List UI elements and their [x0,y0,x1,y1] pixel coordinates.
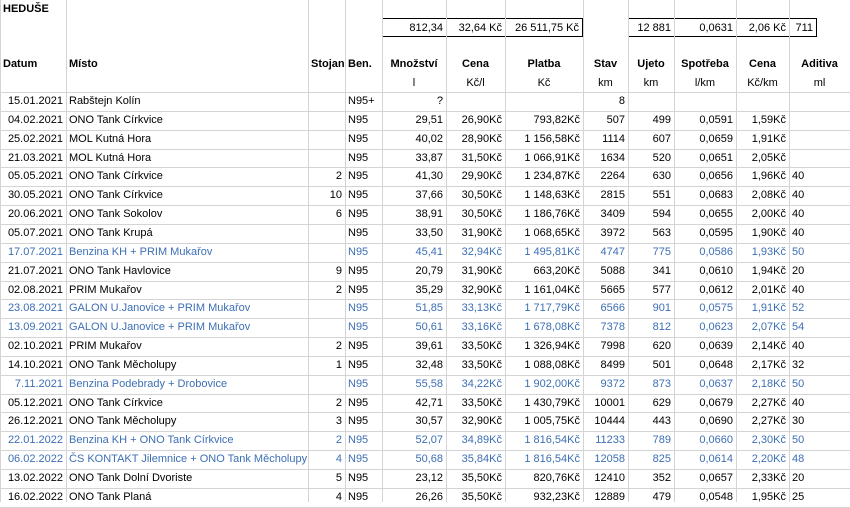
cell-datum[interactable]: 25.02.2021 [7,133,63,145]
cell-stojan[interactable] [308,224,345,243]
cell-ben[interactable]: N95+ [348,95,375,107]
cell-aditiva[interactable]: 48 [792,453,805,465]
column-unit-misto[interactable] [66,74,308,93]
cell-ben[interactable]: N95 [348,208,369,220]
cell-spotreba[interactable]: 0,0648 [699,359,733,371]
cell-aditiva[interactable] [789,130,850,149]
column-unit-datum[interactable] [0,74,66,93]
cell-mnozstvi[interactable]: 42,71 [415,397,443,409]
cell-cenakm[interactable]: 1,96Kč [751,170,786,182]
cell-datum[interactable]: 05.05.2021 [7,170,63,182]
cell-ben[interactable]: N95 [348,152,369,164]
cell-stav[interactable]: 8 [618,95,625,107]
cell-stojan[interactable]: 1 [335,359,342,371]
cell-aditiva[interactable]: 32 [792,359,805,371]
cell-aditiva[interactable]: 40 [792,397,805,409]
cell-aditiva[interactable]: 40 [792,340,805,352]
cell-misto[interactable]: Benzina Podebrady + Drobovice [69,378,228,390]
cell-stojan[interactable] [308,130,345,149]
cell-cenakm[interactable]: 2,30Kč [751,434,786,446]
cell-ujeto[interactable]: 620 [652,340,671,352]
cell-datum[interactable]: 20.06.2021 [7,208,63,220]
cell-datum[interactable]: 02.08.2021 [7,284,63,296]
cell-misto[interactable]: ONO Tank Sokolov [69,208,163,220]
cell-stav[interactable]: 10001 [594,397,625,409]
cell-datum[interactable]: 30.05.2021 [7,189,63,201]
cell-aditiva[interactable]: 40 [792,284,805,296]
summary-spotreba[interactable]: 0,0631 [674,18,737,37]
column-unit-aditiva[interactable]: ml [813,77,826,89]
cell-aditiva[interactable]: 40 [792,208,805,220]
cell-mnozstvi[interactable]: 50,61 [415,321,443,333]
cell-spotreba[interactable]: 0,0548 [699,491,733,503]
cell-platba[interactable]: 793,82Kč [533,114,580,126]
cell-datum[interactable]: 13.09.2021 [7,321,63,333]
cell-misto[interactable]: ONO Tank Měcholupy [69,415,177,427]
cell-cena[interactable]: 31,90Kč [461,227,502,239]
cell-misto[interactable]: MOL Kutná Hora [69,133,152,145]
cell-spotreba[interactable]: 0,0683 [699,189,733,201]
cell-platba[interactable]: 663,20Kč [533,265,580,277]
cell-ben[interactable]: N95 [348,189,369,201]
sheet-title[interactable]: HEDUŠE [3,3,49,15]
cell-misto[interactable]: ČS KONTAKT Jilemnice + ONO Tank Měcholupy [69,453,308,465]
cell-stojan[interactable]: 2 [335,284,342,296]
cell-cenakm[interactable]: 2,08Kč [751,189,786,201]
cell-ben[interactable]: N95 [348,265,369,277]
cell-aditiva[interactable]: 50 [792,378,805,390]
cell-platba[interactable]: 1 816,54Kč [524,453,580,465]
cell-datum[interactable]: 16.02.2022 [7,491,63,503]
cell-cena[interactable]: 29,90Kč [461,170,502,182]
cell-cenakm[interactable]: 2,14Kč [751,340,786,352]
cell-mnozstvi[interactable]: 40,02 [415,133,443,145]
cell-ben[interactable]: N95 [348,340,369,352]
cell-stav[interactable]: 7998 [600,340,625,352]
cell-mnozstvi[interactable]: 45,41 [415,246,443,258]
cell-stav[interactable]: 12410 [594,472,625,484]
cell-mnozstvi[interactable]: 20,79 [415,265,443,277]
cell-stojan[interactable]: 2 [335,170,342,182]
cell-platba[interactable]: 1 430,79Kč [524,397,580,409]
cell-mnozstvi[interactable]: 39,61 [415,340,443,352]
cell-cena[interactable]: 32,90Kč [461,284,502,296]
cell-datum[interactable]: 7.11.2021 [14,378,63,390]
cell-datum[interactable]: 05.12.2021 [7,397,63,409]
cell-ujeto[interactable]: 501 [652,359,671,371]
cell-ujeto[interactable]: 479 [652,491,671,503]
cell-spotreba[interactable]: 0,0690 [699,415,733,427]
summary-cena-km[interactable]: 2,06 Kč [736,18,790,37]
cell-platba[interactable]: 1 326,94Kč [524,340,580,352]
cell-spotreba[interactable]: 0,0660 [699,434,733,446]
cell-stav[interactable]: 2264 [600,170,625,182]
cell-misto[interactable]: Rabštejn Kolín [69,95,141,107]
cell-datum[interactable]: 15.01.2021 [7,95,63,107]
cell-stav[interactable]: 3409 [600,208,625,220]
cell-ben[interactable]: N95 [348,133,369,145]
cell-ben[interactable]: N95 [348,359,369,371]
cell-ben[interactable]: N95 [348,415,369,427]
column-unit-stav[interactable]: km [598,77,613,89]
cell-mnozstvi[interactable]: 26,26 [415,491,443,503]
cell-ben[interactable]: N95 [348,170,369,182]
cell-stav[interactable]: 2815 [600,189,625,201]
cell-cenakm[interactable]: 1,91Kč [751,133,786,145]
cell-stav[interactable]: 12889 [594,491,625,503]
cell-spotreba[interactable]: 0,0651 [699,152,733,164]
cell-misto[interactable]: GALON U.Janovice + PRIM Mukařov [69,302,251,314]
cell-misto[interactable]: ONO Tank Měcholupy [69,359,177,371]
cell-mnozstvi[interactable]: 23,12 [415,472,443,484]
column-unit-cenakm[interactable]: Kč/km [747,77,778,89]
cell-cena[interactable]: 34,89Kč [461,434,502,446]
cell-platba[interactable]: 1 234,87Kč [524,170,580,182]
cell-ujeto[interactable]: 577 [652,284,671,296]
cell-spotreba[interactable]: 0,0656 [699,170,733,182]
column-header-stav[interactable]: Stav [593,58,618,70]
cell-mnozstvi[interactable]: 52,07 [415,434,443,446]
cell-misto[interactable]: MOL Kutná Hora [69,152,152,164]
column-unit-ben[interactable] [345,74,382,93]
cell-misto[interactable]: PRIM Mukařov [69,340,142,352]
column-header-mnozstvi[interactable]: Množství [390,58,438,70]
cell-ujeto[interactable]: 594 [652,208,671,220]
cell-spotreba[interactable] [674,92,736,111]
cell-mnozstvi[interactable]: 51,85 [415,302,443,314]
cell-cena[interactable]: 35,50Kč [461,472,502,484]
cell-stojan[interactable] [308,92,345,111]
cell-platba[interactable]: 932,23Kč [533,491,580,503]
column-unit-ujeto[interactable]: km [643,77,659,89]
cell-cena[interactable]: 26,90Kč [461,114,502,126]
cell-cena[interactable]: 34,22Kč [461,378,502,390]
cell-spotreba[interactable]: 0,0591 [699,114,733,126]
cell-platba[interactable]: 1 066,91Kč [524,152,580,164]
cell-aditiva[interactable]: 40 [792,227,805,239]
cell-stav[interactable]: 11233 [595,434,625,446]
column-header-aditiva[interactable]: Aditiva [801,58,838,70]
cell-stojan[interactable]: 6 [335,208,342,220]
cell-platba[interactable]: 1 161,04Kč [524,284,580,296]
cell-datum[interactable]: 26.12.2021 [7,415,63,427]
cell-ben[interactable]: N95 [348,302,369,314]
summary-mnozstvi[interactable]: 812,34 [382,18,447,37]
cell-datum[interactable]: 22.01.2022 [7,434,63,446]
cell-stojan[interactable] [308,318,345,337]
cell-aditiva[interactable]: 25 [792,491,805,503]
cell-mnozstvi[interactable]: 33,50 [415,227,443,239]
cell-mnozstvi[interactable]: 30,57 [415,415,443,427]
cell-stojan[interactable]: 2 [335,397,342,409]
cell-spotreba[interactable]: 0,0612 [699,284,733,296]
cell-stav[interactable]: 12058 [594,453,625,465]
cell-datum[interactable]: 17.07.2021 [7,246,63,258]
cell-misto[interactable]: ONO Tank Církvice [69,189,163,201]
cell-spotreba[interactable]: 0,0639 [699,340,733,352]
column-header-spotreba[interactable]: Spotřeba [681,58,729,70]
cell-cena[interactable]: 35,50Kč [461,491,502,503]
cell-ben[interactable]: N95 [348,227,369,239]
cell-ujeto[interactable] [628,92,674,111]
summary-cena-l[interactable]: 32,64 Kč [446,18,506,37]
cell-ben[interactable]: N95 [348,434,369,446]
cell-misto[interactable]: ONO Tank Planá [69,491,152,503]
cell-aditiva[interactable]: 52 [792,302,805,314]
column-header-cena[interactable]: Cena [462,58,489,70]
cell-spotreba[interactable]: 0,0637 [699,378,733,390]
cell-cena[interactable]: 33,50Kč [461,359,502,371]
cell-aditiva[interactable]: 40 [792,189,805,201]
column-header-datum[interactable]: Datum [3,58,38,70]
cell-stav[interactable]: 5088 [600,265,625,277]
cell-ujeto[interactable]: 443 [652,415,671,427]
cell-cena[interactable]: 33,13Kč [461,302,502,314]
cell-cena[interactable]: 30,50Kč [461,208,502,220]
cell-aditiva[interactable]: 50 [792,246,805,258]
cell-stav[interactable]: 1114 [602,133,625,145]
cell-misto[interactable]: PRIM Mukařov [69,284,142,296]
cell-cenakm[interactable]: 1,94Kč [751,265,786,277]
cell-misto[interactable]: ONO Tank Krupá [69,227,153,239]
cell-platba[interactable]: 1 495,81Kč [524,246,580,258]
cell-aditiva[interactable]: 40 [792,170,805,182]
cell-ujeto[interactable]: 551 [652,189,671,201]
cell-platba[interactable]: 1 148,63Kč [524,189,580,201]
cell-ujeto[interactable]: 775 [652,246,671,258]
cell-misto[interactable]: GALON U.Janovice + PRIM Mukařov [69,321,251,333]
cell-ujeto[interactable]: 499 [652,114,671,126]
cell-platba[interactable]: 1 717,79Kč [524,302,580,314]
cell-cenakm[interactable]: 2,05Kč [751,152,786,164]
cell-aditiva[interactable]: 50 [792,434,805,446]
cell-platba[interactable]: 1 156,58Kč [524,133,580,145]
cell-mnozstvi[interactable]: ? [436,95,443,107]
cell-stojan[interactable] [308,299,345,318]
cell-spotreba[interactable]: 0,0655 [699,208,733,220]
cell-cenakm[interactable]: 1,90Kč [751,227,786,239]
summary-ujeto[interactable]: 12 881 [628,18,675,37]
cell-aditiva[interactable]: 20 [792,472,805,484]
cell-mnozstvi[interactable]: 37,66 [415,189,443,201]
cell-cenakm[interactable]: 2,18Kč [751,378,786,390]
cell-ben[interactable]: N95 [348,472,369,484]
cell-stav[interactable]: 10444 [594,415,625,427]
cell-ben[interactable]: N95 [348,114,369,126]
cell-datum[interactable]: 04.02.2021 [7,114,63,126]
cell-ben[interactable]: N95 [348,378,369,390]
cell-ben[interactable]: N95 [348,321,369,333]
cell-aditiva[interactable] [789,111,850,130]
cell-cenakm[interactable]: 2,00Kč [751,208,786,220]
cell-cenakm[interactable]: 2,27Kč [751,415,786,427]
cell-ben[interactable]: N95 [348,284,369,296]
cell-ujeto[interactable]: 812 [652,321,671,333]
cell-stojan[interactable]: 10 [329,189,342,201]
cell-cenakm[interactable]: 2,17Kč [751,359,786,371]
cell-platba[interactable]: 1 005,75Kč [524,415,580,427]
cell-spotreba[interactable]: 0,0679 [699,397,733,409]
column-unit-platba[interactable]: Kč [537,77,551,89]
cell-cenakm[interactable]: 1,95Kč [751,491,786,503]
cell-ujeto[interactable]: 789 [652,434,671,446]
cell-cenakm[interactable]: 2,01Kč [751,284,786,296]
cell-cena[interactable]: 32,90Kč [461,415,502,427]
cell-stojan[interactable] [308,149,345,168]
cell-ben[interactable]: N95 [348,397,369,409]
cell-mnozstvi[interactable]: 41,30 [415,170,443,182]
cell-ben[interactable]: N95 [348,246,369,258]
column-header-ujeto[interactable]: Ujeto [637,58,665,70]
cell-ujeto[interactable]: 563 [652,227,671,239]
cell-spotreba[interactable]: 0,0659 [699,133,733,145]
cell-misto[interactable]: ONO Tank Církvice [69,114,163,126]
cell-stojan[interactable]: 2 [335,434,342,446]
cell-stav[interactable]: 4747 [600,246,625,258]
cell-stav[interactable]: 6566 [600,302,625,314]
cell-stojan[interactable]: 4 [335,491,342,503]
cell-ujeto[interactable]: 341 [652,265,671,277]
column-header-stojan[interactable]: Stojan [311,58,345,70]
cell-mnozstvi[interactable]: 33,87 [415,152,443,164]
cell-stojan[interactable] [308,243,345,262]
cell-cena[interactable]: 31,90Kč [461,265,502,277]
cell-misto[interactable]: ONO Tank Církvice [69,170,163,182]
cell-aditiva[interactable]: 54 [792,321,805,333]
cell-stojan[interactable]: 4 [335,453,342,465]
cell-cenakm[interactable]: 2,20Kč [751,453,786,465]
cell-stav[interactable]: 3972 [600,227,625,239]
cell-aditiva[interactable] [789,149,850,168]
cell-stojan[interactable]: 9 [335,265,342,277]
cell-platba[interactable] [505,92,583,111]
cell-mnozstvi[interactable]: 55,58 [415,378,443,390]
cell-cena[interactable]: 33,50Kč [461,397,502,409]
cell-platba[interactable]: 1 678,08Kč [524,321,580,333]
cell-cenakm[interactable]: 2,27Kč [751,397,786,409]
cell-stav[interactable]: 5665 [600,284,625,296]
cell-datum[interactable]: 21.03.2021 [7,152,63,164]
cell-ujeto[interactable]: 873 [652,378,671,390]
cell-misto[interactable]: ONO Tank Havlovice [69,265,171,277]
cell-cenakm[interactable] [736,92,789,111]
cell-cenakm[interactable]: 2,33Kč [751,472,786,484]
cell-cenakm[interactable]: 1,93Kč [751,246,786,258]
cell-cenakm[interactable]: 2,07Kč [751,321,786,333]
cell-stav[interactable]: 8499 [600,359,625,371]
cell-aditiva[interactable]: 20 [792,265,805,277]
column-header-cenakm[interactable]: Cena [749,58,776,70]
cell-spotreba[interactable]: 0,0586 [699,246,733,258]
cell-stav[interactable]: 9372 [600,378,625,390]
cell-mnozstvi[interactable]: 38,91 [415,208,443,220]
cell-spotreba[interactable]: 0,0657 [699,472,733,484]
cell-platba[interactable]: 1 088,08Kč [524,359,580,371]
cell-ujeto[interactable]: 901 [652,302,671,314]
cell-cena[interactable]: 33,50Kč [461,340,502,352]
cell-cena[interactable]: 30,50Kč [461,189,502,201]
cell-spotreba[interactable]: 0,0575 [699,302,733,314]
column-unit-spotreba[interactable]: l/km [694,77,716,89]
cell-ujeto[interactable]: 629 [652,397,671,409]
column-unit-mnozstvi[interactable]: l [412,77,416,89]
cell-platba[interactable]: 1 186,76Kč [524,208,580,220]
cell-stav[interactable]: 1634 [600,152,625,164]
cell-datum[interactable]: 13.02.2022 [7,472,63,484]
cell-spotreba[interactable]: 0,0595 [699,227,733,239]
cell-misto[interactable]: Benzina KH + ONO Tank Církvice [69,434,234,446]
cell-ujeto[interactable]: 607 [652,133,671,145]
cell-stojan[interactable]: 5 [335,472,342,484]
cell-datum[interactable]: 06.02.2022 [7,453,63,465]
cell-stav[interactable]: 507 [606,114,625,126]
cell-cenakm[interactable]: 1,91Kč [751,302,786,314]
cell-ben[interactable]: N95 [348,453,369,465]
column-header-ben[interactable]: Ben. [348,58,372,70]
cell-datum[interactable]: 14.10.2021 [7,359,63,371]
cell-platba[interactable]: 1 816,54Kč [524,434,580,446]
cell-cena[interactable] [446,92,505,111]
column-unit-stojan[interactable] [308,74,345,93]
cell-mnozstvi[interactable]: 29,51 [415,114,443,126]
cell-mnozstvi[interactable]: 35,29 [415,284,443,296]
cell-cena[interactable]: 28,90Kč [461,133,502,145]
cell-spotreba[interactable]: 0,0610 [699,265,733,277]
cell-platba[interactable]: 820,76Kč [533,472,580,484]
cell-ben[interactable]: N95 [348,491,369,503]
cell-datum[interactable]: 02.10.2021 [7,340,63,352]
cell-stav[interactable]: 7378 [600,321,625,333]
cell-ujeto[interactable]: 520 [652,152,671,164]
column-header-misto[interactable]: Místo [69,58,98,70]
cell-datum[interactable]: 21.07.2021 [7,265,63,277]
cell-aditiva[interactable] [789,92,850,111]
cell-cena[interactable]: 31,50Kč [461,152,502,164]
cell-datum[interactable]: 23.08.2021 [7,302,63,314]
cell-platba[interactable]: 1 902,00Kč [524,378,580,390]
summary-platba[interactable]: 26 511,75 Kč [505,18,583,37]
cell-stojan[interactable]: 3 [335,415,342,427]
cell-ujeto[interactable]: 825 [652,453,671,465]
cell-mnozstvi[interactable]: 32,48 [415,359,443,371]
cell-platba[interactable]: 1 068,65Kč [524,227,580,239]
cell-spotreba[interactable]: 0,0623 [699,321,733,333]
cell-stojan[interactable]: 2 [335,340,342,352]
cell-cena[interactable]: 33,16Kč [461,321,502,333]
cell-misto[interactable]: ONO Tank Dolní Dvoriste [69,472,193,484]
cell-stojan[interactable] [308,111,345,130]
cell-cena[interactable]: 35,84Kč [461,453,502,465]
cell-ujeto[interactable]: 352 [652,472,671,484]
cell-aditiva[interactable]: 30 [792,415,805,427]
column-header-platba[interactable]: Platba [527,58,561,70]
cell-ujeto[interactable]: 630 [652,170,671,182]
cell-cena[interactable]: 32,94Kč [461,246,502,258]
cell-mnozstvi[interactable]: 50,68 [415,453,443,465]
cell-cenakm[interactable]: 1,59Kč [751,114,786,126]
cell-datum[interactable]: 05.07.2021 [7,227,63,239]
column-unit-cena[interactable]: Kč/l [466,77,485,89]
cell-misto[interactable]: Benzina KH + PRIM Mukařov [69,246,213,258]
cell-spotreba[interactable]: 0,0614 [699,453,733,465]
summary-aditiva[interactable]: 711 [789,18,817,37]
cell-stojan[interactable] [308,375,345,394]
cell-misto[interactable]: ONO Tank Církvice [69,397,163,409]
